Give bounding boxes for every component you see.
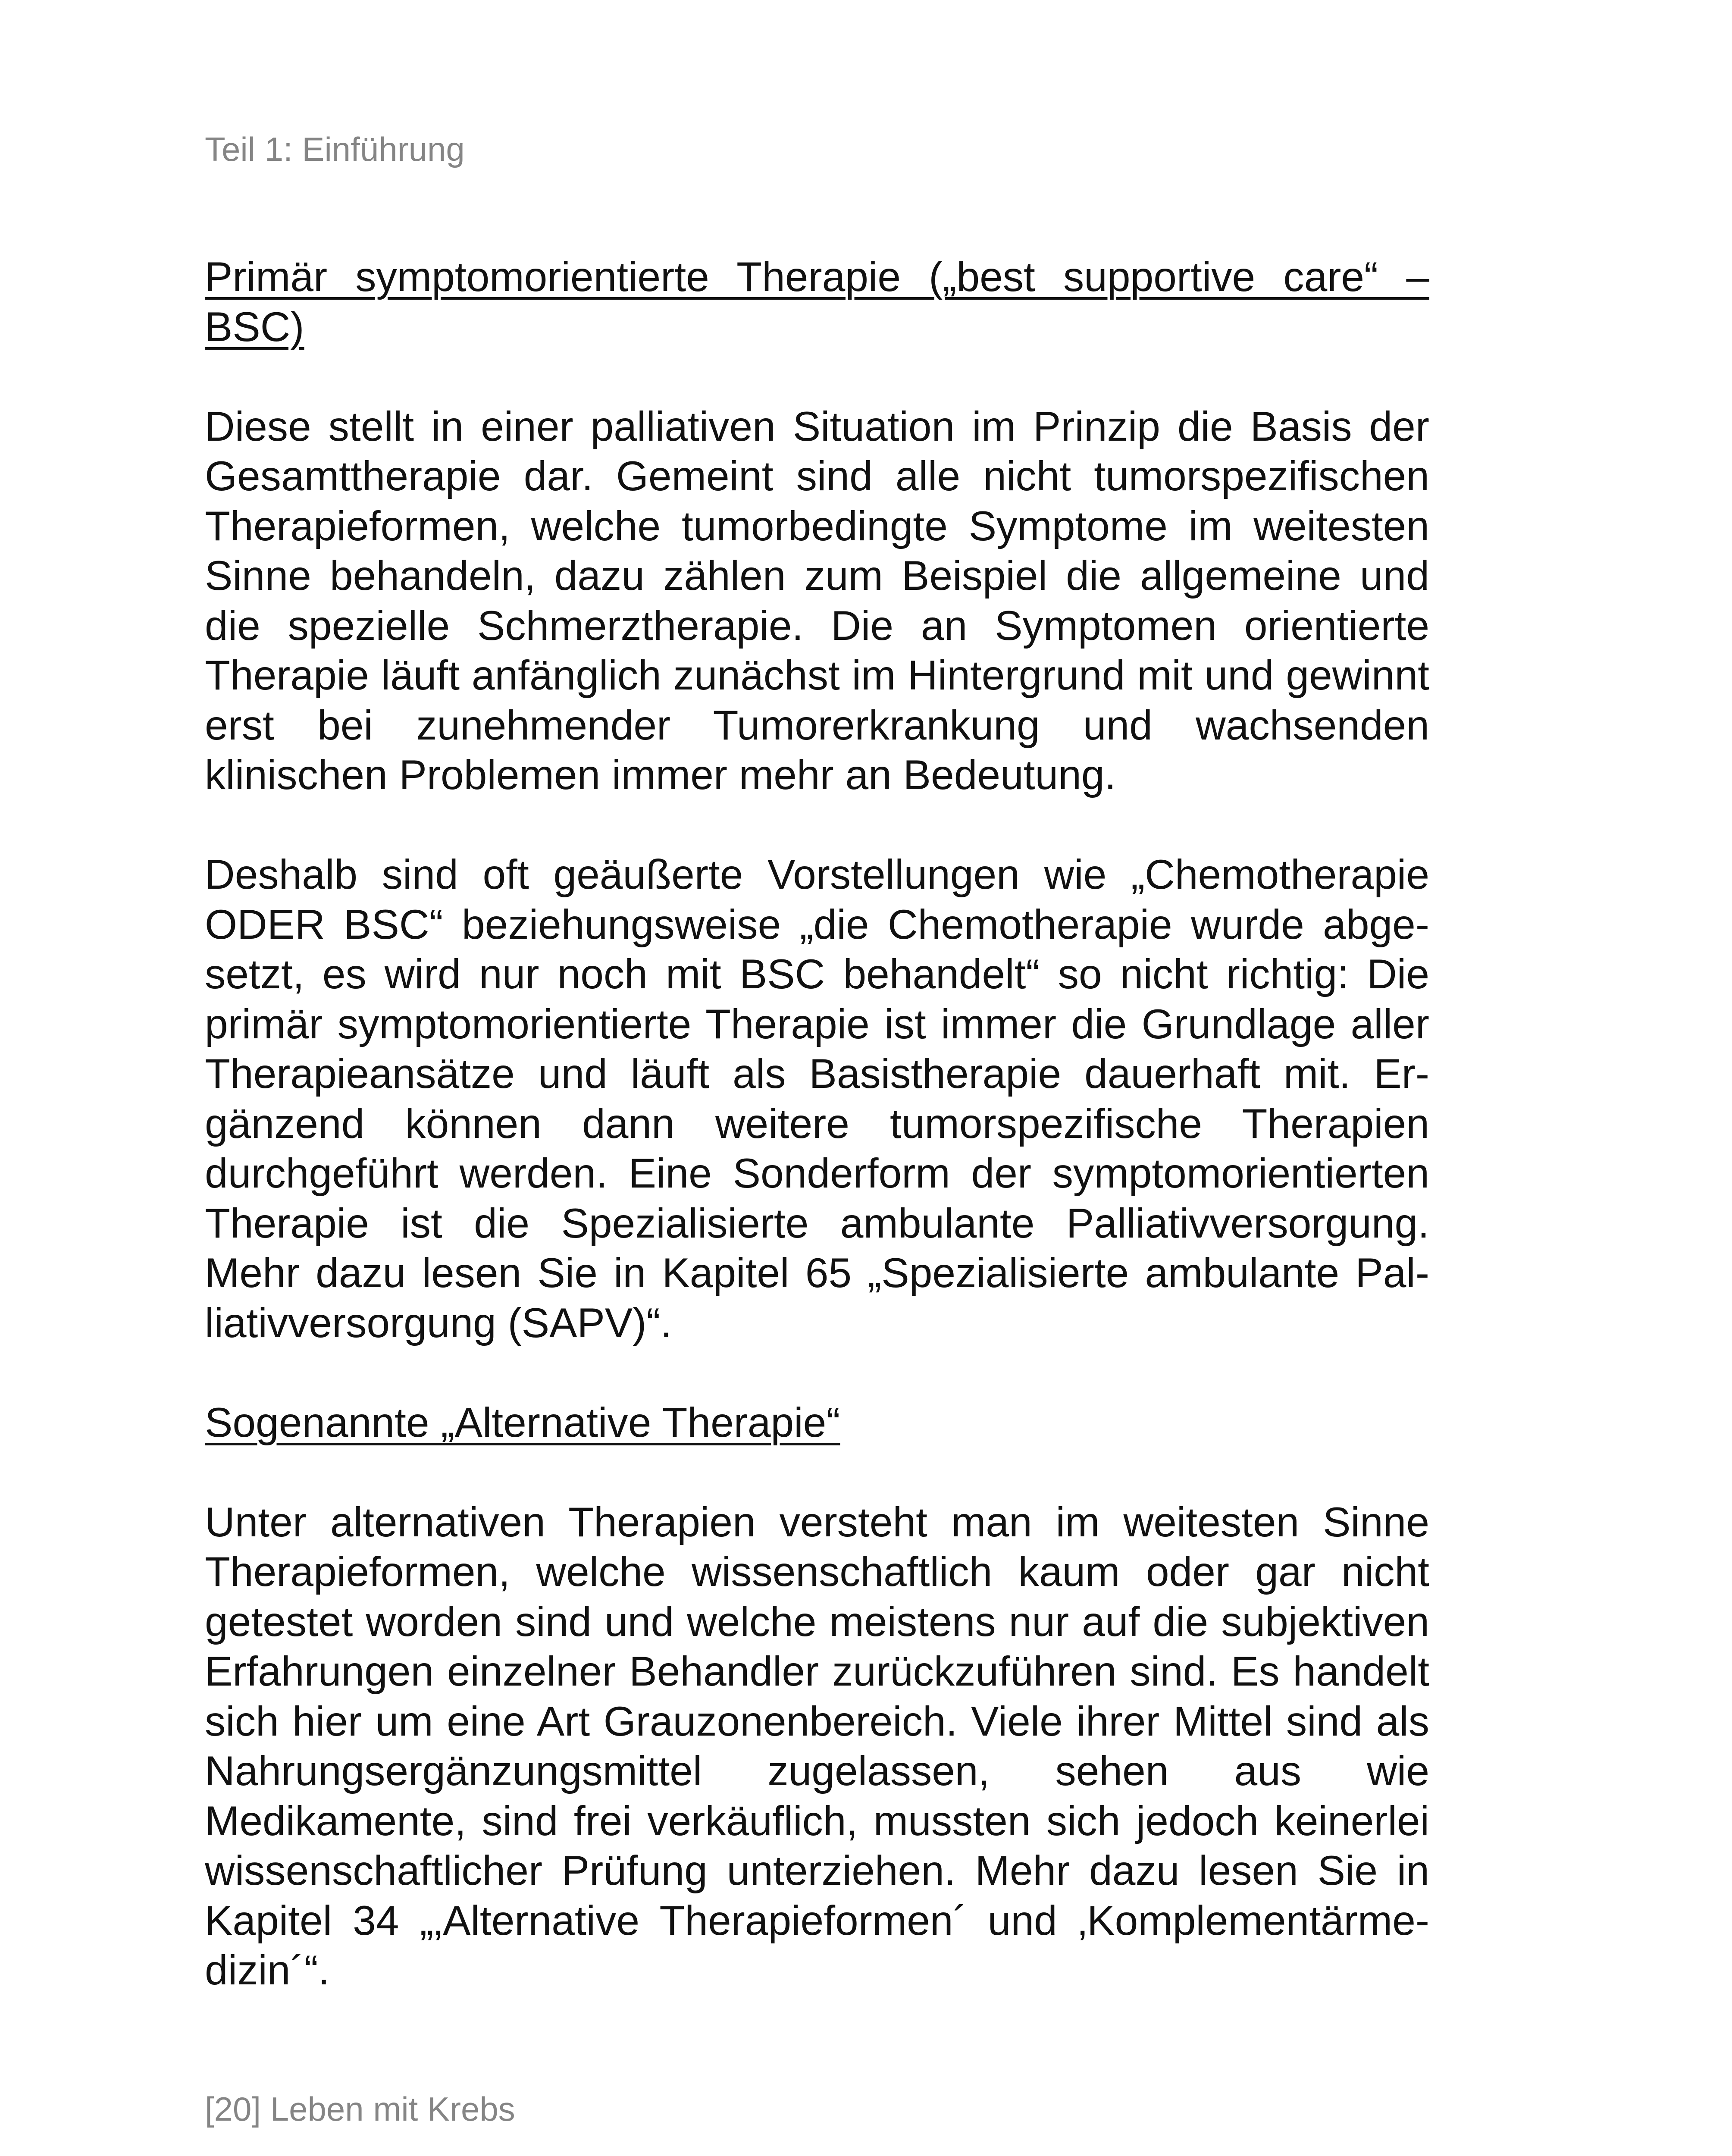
section-heading-alternative-therapy: Sogenannte „Alternative Therapie“ [205, 1399, 840, 1446]
paragraph-alternative-therapy: Unter alternativen Therapien versteht man im weitesten Sinne Therapieformen, welche wissenschaftlich kaum oder gar nicht getestet worden sind und welche meistens nur auf die subjektiven Erfahrungen einzelner Behandler zurückzuführen sind. Es handelt sich hier um eine Art Grauzonenbereich. Viele ihrer Mittel sind als Nahrungsergänzungsmittel zugelassen, sehen aus wie Medikamente, sind frei verkäuflich, mussten sich jedoch keinerlei wissenschaftlicher Prüfung unterziehen. Mehr dazu lesen Sie in Kapitel 34 „‚Alternative Therapieformen´ und ‚Komplementärmedizin´“. [205, 1499, 1429, 1993]
paragraph-bsc-misconception: Deshalb sind oft geäußerte Vorstellungen wie „Chemotherapie ODER BSC“ beziehungsweise „die Chemotherapie wurde abgesetzt, es wird nur noch mit BSC behandelt“ so nicht richtig: Die primär symptomorientierte Therapie ist immer die Grundlage aller Therapieansätze und läuft als Basistherapie dauerhaft mit. Ergänzend können dann weitere tumorspezifische Therapien durchgeführt werden. Eine Sonderform der symptomorientierten Therapie ist die Spezialisierte ambulante Palliativversorgung. Mehr dazu lesen Sie in Kapitel 65 „Spezialisierte ambulante Palliativversorgung (SAPV)“. [205, 852, 1429, 1346]
paragraph-spacer [205, 800, 1429, 850]
page-body [205, 252, 1429, 1996]
running-header: Teil 1: Einführung [205, 130, 465, 168]
section-heading-bsc: Primär symptomorientierte Therapie („best supportive care“ – BSC) [205, 254, 1429, 350]
paragraph-spacer [205, 352, 1429, 402]
running-footer: [20] Leben mit Krebs [205, 2090, 515, 2128]
paragraph-spacer [205, 1448, 1429, 1498]
paragraph-bsc-basis: Diese stellt in einer palliativen Situation im Prinzip die Basis der Gesamttherapie dar. Gemeint sind alle nicht tumorspezifischen Therapieformen, welche tumorbedingte Symptome im weitesten Sinne behandeln, dazu zählen zum Beispiel die allgemeine und die spezielle Schmerztherapie. Die an Symptomen orientierte Therapie läuft anfänglich zunächst im Hintergrund mit und gewinnt erst bei zunehmender Tumorerkrankung und wachsenden klinischen Problemen immer mehr an Bedeutung. [205, 403, 1429, 798]
paragraph-spacer [205, 1348, 1429, 1398]
